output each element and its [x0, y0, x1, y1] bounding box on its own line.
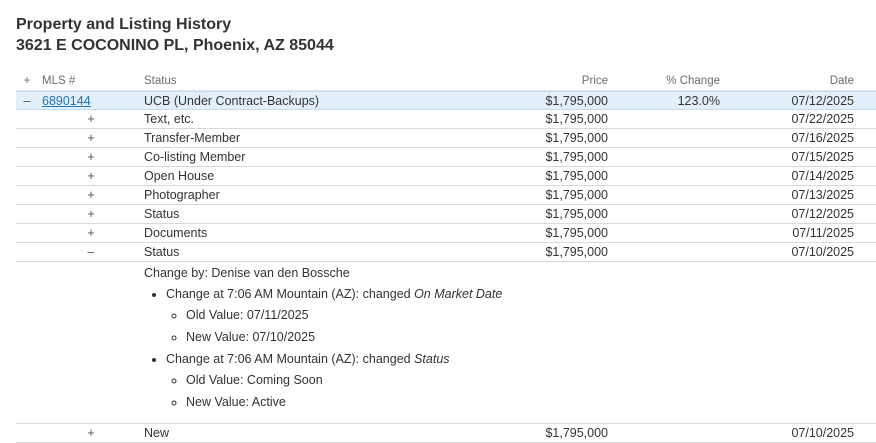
old-value: ◦ Old Value: 07/11/2025: [186, 306, 876, 325]
expand-row-toggle[interactable]: +: [87, 112, 95, 126]
history-date: 07/10/2025: [791, 245, 854, 259]
listing-status: UCB (Under Contract-Backups): [144, 94, 320, 108]
history-price: $1,795,000: [545, 226, 608, 240]
history-row: [16, 167, 876, 186]
history-date: 07/14/2025: [791, 169, 854, 183]
new-value: ◦ New Value: Active: [186, 393, 876, 412]
history-status: Text, etc.: [144, 112, 195, 126]
history-price: $1,795,000: [545, 188, 608, 202]
history-row-expanded: [16, 243, 876, 262]
history-price: $1,795,000: [545, 169, 608, 183]
history-status: New: [144, 426, 170, 440]
change-values: [166, 306, 876, 347]
history-row: [16, 110, 876, 129]
expand-row-toggle[interactable]: +: [87, 169, 95, 183]
history-status: Documents: [144, 226, 208, 240]
history-row: [16, 129, 876, 148]
column-header-change[interactable]: % Change: [666, 75, 720, 87]
changed-field: Status: [414, 352, 450, 366]
history-status: Open House: [144, 169, 215, 183]
listing-date: 07/12/2025: [791, 94, 854, 108]
listing-row: [16, 91, 876, 110]
expand-row-toggle[interactable]: +: [87, 188, 95, 202]
history-row: [16, 424, 876, 443]
expand-row-toggle[interactable]: +: [87, 131, 95, 145]
history-date: 07/11/2025: [792, 226, 854, 240]
history-price: $1,795,000: [545, 131, 608, 145]
collapse-row-toggle[interactable]: –: [87, 245, 95, 259]
history-row: [16, 224, 876, 243]
page-header: [16, 14, 334, 56]
history-date: 07/22/2025: [791, 112, 854, 126]
expand-row-toggle[interactable]: +: [87, 426, 95, 440]
expand-row-toggle[interactable]: +: [87, 207, 95, 221]
history-status: Co-listing Member: [144, 150, 246, 164]
change-description: Change at 7:06 AM Mountain (AZ): changed: [166, 287, 415, 301]
listing-change: 123.0%: [677, 94, 720, 108]
change-values: [166, 371, 876, 412]
history-row: [16, 148, 876, 167]
expand-all-toggle[interactable]: +: [23, 75, 31, 87]
history-status: Status: [144, 245, 180, 259]
history-price: $1,795,000: [545, 426, 608, 440]
history-status: Photographer: [144, 188, 220, 202]
old-value: ◦ Old Value: Coming Soon: [186, 371, 876, 390]
change-list: [144, 285, 876, 412]
history-status: Transfer-Member: [144, 131, 241, 145]
change-item: [166, 350, 876, 412]
expand-row-toggle[interactable]: +: [87, 226, 95, 240]
change-by-label: Change by: Denise van den Bossche: [144, 266, 350, 280]
column-header-date[interactable]: Date: [829, 75, 854, 87]
history-date: 07/15/2025: [791, 150, 854, 164]
column-header-price[interactable]: Price: [581, 75, 608, 87]
mls-number-link[interactable]: 6890144: [42, 94, 91, 108]
history-price: $1,795,000: [545, 112, 608, 126]
listing-history-table: [16, 72, 876, 443]
history-date: 07/12/2025: [791, 207, 854, 221]
changed-field: On Market Date: [414, 287, 503, 301]
change-description: Change at 7:06 AM Mountain (AZ): changed: [166, 352, 415, 366]
new-value: ◦ New Value: 07/10/2025: [186, 328, 876, 347]
collapse-listing-toggle[interactable]: –: [23, 94, 31, 108]
history-price: $1,795,000: [545, 245, 608, 259]
history-price: $1,795,000: [545, 207, 608, 221]
history-row: [16, 186, 876, 205]
change-details: [16, 262, 876, 424]
history-status: Status: [144, 207, 180, 221]
listing-price: $1,795,000: [545, 94, 608, 108]
page-title: Property and Listing History: [16, 16, 232, 33]
history-date: 07/13/2025: [791, 188, 854, 202]
change-item: [166, 285, 876, 347]
history-date: 07/16/2025: [791, 131, 854, 145]
column-header-mls[interactable]: MLS #: [42, 75, 76, 87]
history-price: $1,795,000: [545, 150, 608, 164]
table-header-row: [16, 72, 876, 91]
property-address: 3621 E COCONINO PL, Phoenix, AZ 85044: [16, 37, 334, 54]
column-header-status[interactable]: Status: [144, 75, 177, 87]
history-row: [16, 205, 876, 224]
history-date: 07/10/2025: [791, 426, 854, 440]
expand-row-toggle[interactable]: +: [87, 150, 95, 164]
